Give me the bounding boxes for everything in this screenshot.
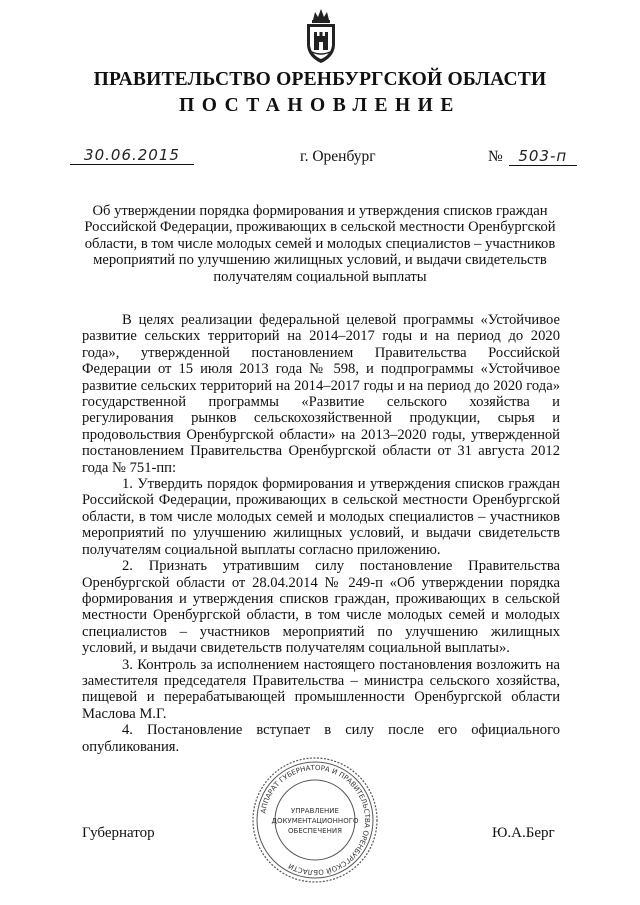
body-paragraph-preamble: В целях реализации федеральной целевой программы «Устойчивое развитие сельских территорий на 2014–2017 годы и на период до 2020 года», утвержденной постановлением Правительства Российской Федерации от 15 июля 2013 года № 598, и подпрограммы «Устойчивое развитие сельских территорий на 2014–2017 годы и на период до 2020 года» государственной программы «Развитие сельского хозяйства и регулирования рынков сельскохозяйственной продукции, сырья и продовольствия Оренбургской области» на 2013–2020 годы, утвержденной постановлением Правительства Оренбургской области от 31 августа 2012 года № 751-пп: [82,312,560,476]
document-type: ПОСТАНОВЛЕНИЕ [179,95,461,116]
stamp-center-line-2: ДОКУМЕНТАЦИОННОГО [271,817,359,825]
number-value: 503-п [509,147,577,166]
body-paragraph-item-4: 4. Постановление вступает в силу после его официального опубликования. [82,722,560,755]
document-city: г. Оренбург [300,148,376,165]
document-date: 30.06.2015 [70,146,194,165]
signatory-name: Ю.А.Берг [492,825,555,841]
government-title: ПРАВИТЕЛЬСТВО ОРЕНБУРГСКОЙ ОБЛАСТИ [93,69,547,90]
number-sign: № [488,148,503,165]
body-paragraph-item-3: 3. Контроль за исполнением настоящего постановления возложить на заместителя председателя Правительства – министра сельского хозяйства, пищевой и перерабатывающей промышленности Оренбургской области Маслова М.Г. [82,656,560,722]
stamp-ring-text: АППАРАТ ГУБЕРНАТОРА И ПРАВИТЕЛЬСТВА ОРЕНБУРГСКОЙ ОБЛАСТИ [259,763,372,877]
signatory-position: Губернатор [82,825,155,841]
body-paragraph-item-2: 2. Признать утратившим силу постановление Правительства Оренбургской области от 28.04.2014 № 249-п «Об утверждении порядка формирования и утверждения списков граждан, проживающих в сельской местности Оренбургской области, в том числе молодых семей и молодых специалистов – участников мероприятий по улучшению жилищных условий, и выдачи свидетельств получателям социальной выплаты». [82,558,560,657]
official-stamp [250,755,380,885]
document-subject: Об утверждении порядка формирования и утверждения списков граждан Российской Федерации, проживающих в сельской местности Оренбургской области, в том числе молодых семей и молодых специалистов – участников мероприятий по улучшению жилищных условий, и выдачи свидетельств получателям социальной выплаты [84,203,556,285]
stamp-center-line-3: ОБЕСПЕЧЕНИЯ [288,827,342,835]
body-paragraph-item-1: 1. Утвердить порядок формирования и утверждения списков граждан Российской Федерации, проживающих в сельской местности Оренбургской области, в том числе молодых семей и молодых специалистов – участников мероприятий по улучшению жилищных условий, и выдачи свидетельств получателям социальной выплаты согласно приложению. [82,476,560,558]
document-body [82,312,560,755]
document-number [488,147,577,166]
coat-of-arms-icon [301,6,341,66]
stamp-center-line-1: УПРАВЛЕНИЕ [291,807,339,815]
